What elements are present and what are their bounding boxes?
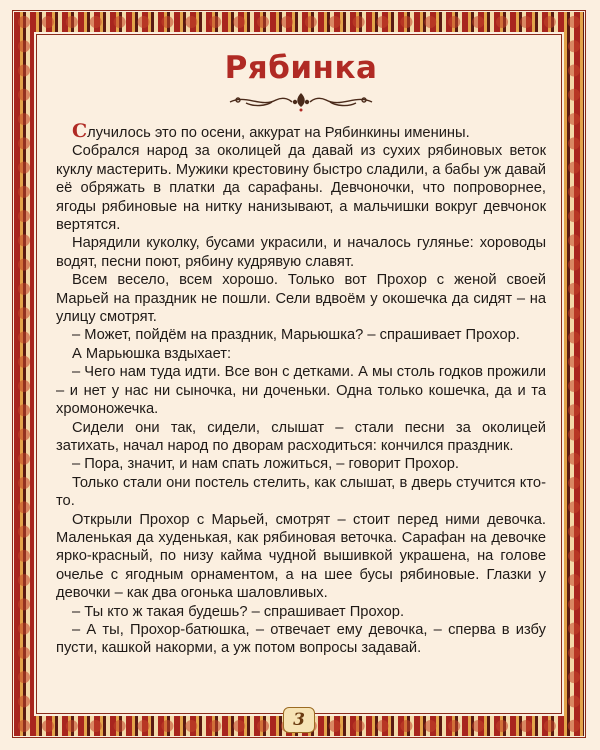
paragraph-first-text: лучилось это по осени, аккурат на Рябинкины именины.	[87, 125, 470, 141]
paragraph: Нарядили куколку, бусами украсили, и началось гулянье: хороводы водят, песни поют, рябину кудрявую славят.	[56, 235, 546, 270]
paragraph: – Чего нам туда идти. Все вон с детками. А мы столь годков прожили – и нет у нас ни сыночка, ни доченьки. Одна только кошечка, да и та хромоножечка.	[56, 364, 546, 418]
ornament-divider-icon	[226, 90, 376, 112]
paragraph: А Марьюшка вздыхает:	[72, 345, 232, 362]
paragraph: – А ты, Прохор-батюшка, – отвечает ему девочка, – сперва в избу пусти, кашкой накорми, а уж потом вопросы задавай.	[56, 621, 546, 657]
paragraph: Собрался народ за околицей да давай из сухих рябиновых веток куклу мастерить. Мужики крестовину быстро сладили, а бабы уж давай её обряжать в платки да сарафаны. Девчоночки, что попроворнее, ягоды рябиновые на нитку нанизывают, а мальчишки вокруг девчонок вертятся.	[56, 143, 546, 234]
paragraph: – Ты кто ж такая будешь? – спрашивает Прохор.	[72, 603, 405, 620]
page-number: 3	[283, 707, 315, 733]
drop-cap: С	[72, 120, 88, 142]
page-content	[56, 40, 546, 658]
paragraph-first	[56, 120, 546, 142]
paragraph: Сидели они так, сидели, слышат – стали песни за околицей затихать, начал народ по дворам расходиться: кончился праздник.	[56, 419, 546, 454]
paragraph: – Пора, значит, и нам спать ложиться, – говорит Прохор.	[72, 456, 459, 473]
paragraph: – Может, пойдём на праздник, Марьюшка? – спрашивает Прохор.	[72, 327, 520, 344]
page-title: Рябинка	[224, 50, 378, 86]
paragraph: Всем весело, всем хорошо. Только вот Прохор с женой своей Марьей на праздник не пошли. Сели вдвоём у окошечка да сидят – на улицу смотрят.	[56, 272, 546, 326]
paragraph: Открыли Прохор с Марьей, смотрят – стоит перед ними девочка. Маленькая да худенькая, как рябиновая веточка. Сарафан на девочке ярко-красный, по низу кайма чудной вышивкой украшена, на голове очелье с ягодным орнаментом, а на шее бусы рябиновые. Глазки у девочки – как два огонька шаловливых.	[56, 511, 546, 602]
paragraph: Только стали они постель стелить, как слышат, в дверь стучится кто-то.	[56, 474, 546, 510]
story-text	[56, 120, 546, 658]
